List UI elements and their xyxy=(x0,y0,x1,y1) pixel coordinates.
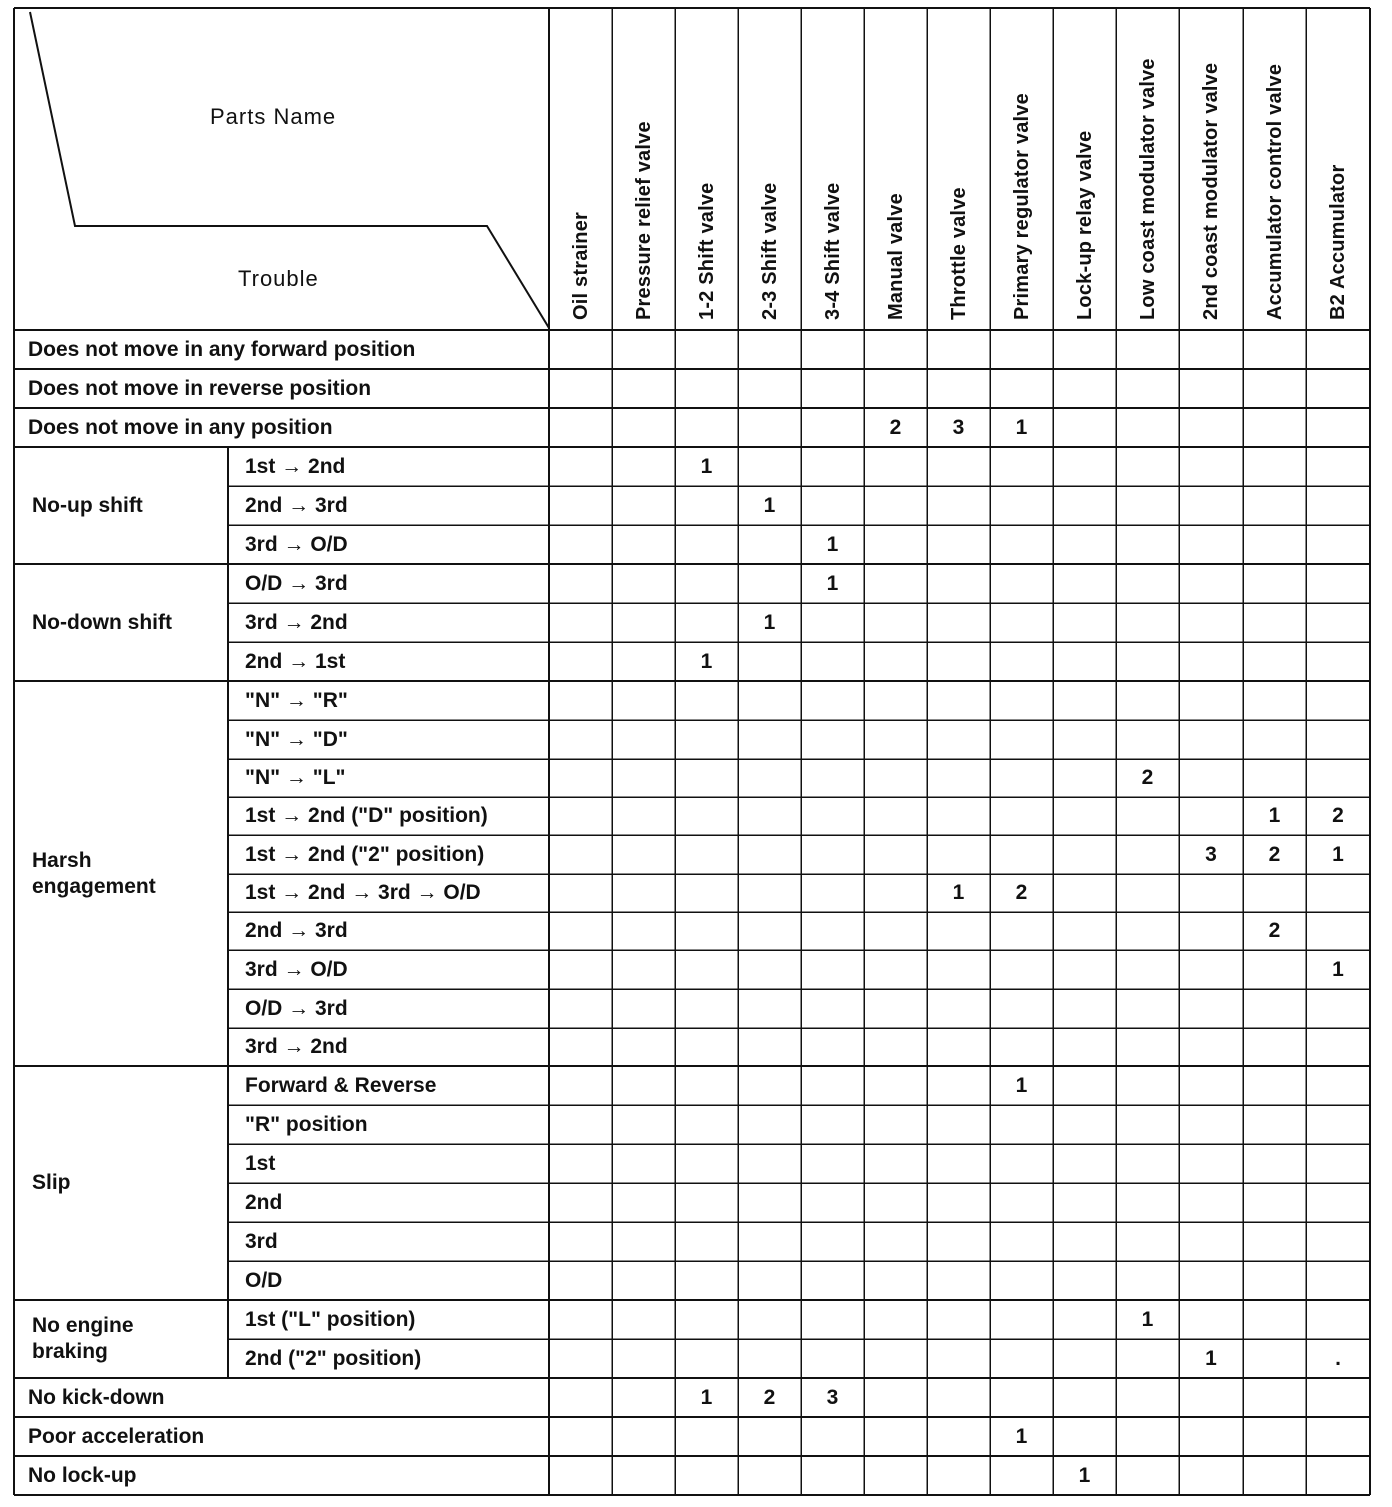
priority-value: 2 xyxy=(1141,766,1154,789)
priority-value: 1 xyxy=(826,571,839,595)
priority-value: 2 xyxy=(763,1385,776,1409)
condition-label: 2nd xyxy=(245,1190,283,1214)
condition-label: 1st → 2nd xyxy=(245,454,346,478)
column-header: B2 Accumulator xyxy=(1327,164,1349,320)
priority-value: 2 xyxy=(1268,842,1281,866)
priority-value: 1 xyxy=(1015,1424,1028,1448)
priority-value: 1 xyxy=(1141,1307,1154,1331)
condition-label: 3rd → O/D xyxy=(245,532,348,556)
condition-label: 1st xyxy=(245,1151,276,1175)
condition-label: 1st ("L" position) xyxy=(245,1307,416,1331)
priority-value: 1 xyxy=(1078,1463,1091,1487)
group-label: No-up shift xyxy=(32,493,143,517)
priority-value: 3 xyxy=(1205,842,1217,866)
column-header: Low coast modulator valve xyxy=(1136,58,1159,320)
condition-label: 1st → 2nd → 3rd → O/D xyxy=(245,881,481,904)
priority-value: 1 xyxy=(1332,842,1344,866)
column-header: 1-2 Shift valve xyxy=(695,182,718,320)
condition-label: 2nd → 1st xyxy=(245,649,346,673)
trouble-label: Does not move in any position xyxy=(28,415,333,439)
priority-value: 1 xyxy=(1205,1346,1217,1370)
priority-value: 1 xyxy=(952,881,965,904)
condition-label: O/D xyxy=(245,1268,283,1292)
condition-label: "N" → "L" xyxy=(245,766,346,789)
condition-label: "N" → "D" xyxy=(245,727,348,751)
parts-name-header: Parts Name xyxy=(210,104,337,129)
priority-value: 1 xyxy=(1015,1073,1028,1097)
priority-value: 1 xyxy=(763,610,776,634)
priority-value: 1 xyxy=(763,493,776,517)
trouble-label: Poor acceleration xyxy=(28,1424,205,1448)
priority-value: 2 xyxy=(1015,881,1028,904)
column-header: Pressure relief valve xyxy=(632,121,655,320)
condition-label: "R" position xyxy=(245,1112,368,1136)
condition-label: O/D → 3rd xyxy=(245,571,348,595)
column-header: Oil strainer xyxy=(569,212,592,320)
column-header: Throttle valve xyxy=(947,187,970,320)
trouble-label: No lock-up xyxy=(28,1463,137,1487)
priority-value: 2 xyxy=(1268,919,1281,942)
group-label: Harsh engagement xyxy=(32,848,156,898)
priority-value: . xyxy=(1335,1346,1341,1370)
group-label: Slip xyxy=(32,1171,71,1194)
priority-value: 1 xyxy=(700,1385,713,1409)
condition-label: 2nd ("2" position) xyxy=(245,1346,422,1370)
column-header: 2-3 Shift valve xyxy=(758,182,781,320)
condition-label: 2nd → 3rd xyxy=(245,919,348,942)
group-label: No-down shift xyxy=(32,610,172,634)
priority-value: 1 xyxy=(1268,804,1281,827)
trouble-label: Does not move in any forward position xyxy=(28,337,416,361)
trouble-label: No kick-down xyxy=(28,1385,165,1409)
condition-label: Forward & Reverse xyxy=(245,1073,437,1097)
priority-value: 1 xyxy=(700,649,713,673)
priority-value: 1 xyxy=(1332,957,1344,981)
group-label: No engine braking xyxy=(32,1314,134,1363)
priority-value: 2 xyxy=(889,415,902,439)
condition-label: 1st → 2nd ("2" position) xyxy=(245,842,485,866)
column-header: Manual valve xyxy=(884,193,907,320)
priority-value: 3 xyxy=(826,1385,839,1409)
condition-label: 3rd → 2nd xyxy=(245,610,348,634)
trouble-header: Trouble xyxy=(238,266,319,291)
condition-label: 1st → 2nd ("D" position) xyxy=(245,804,488,827)
priority-value: 3 xyxy=(952,415,965,439)
condition-label: 3rd → 2nd xyxy=(245,1035,348,1058)
condition-label: "N" → "R" xyxy=(245,688,348,712)
priority-value: 1 xyxy=(826,532,839,556)
column-header: Accumulator control valve xyxy=(1263,63,1286,320)
condition-label: 3rd xyxy=(245,1229,278,1253)
priority-value: 1 xyxy=(1015,415,1028,439)
condition-label: 2nd → 3rd xyxy=(245,493,348,517)
condition-label: 3rd → O/D xyxy=(245,957,348,981)
column-header: 3-4 Shift valve xyxy=(821,182,844,320)
trouble-label: Does not move in reverse position xyxy=(28,376,372,400)
condition-label: O/D → 3rd xyxy=(245,996,348,1020)
column-header: Lock-up relay valve xyxy=(1073,130,1096,320)
priority-value: 1 xyxy=(700,454,713,478)
column-header: 2nd coast modulator valve xyxy=(1200,62,1222,320)
priority-value: 2 xyxy=(1332,804,1344,827)
column-header: Primary regulator valve xyxy=(1010,93,1033,320)
